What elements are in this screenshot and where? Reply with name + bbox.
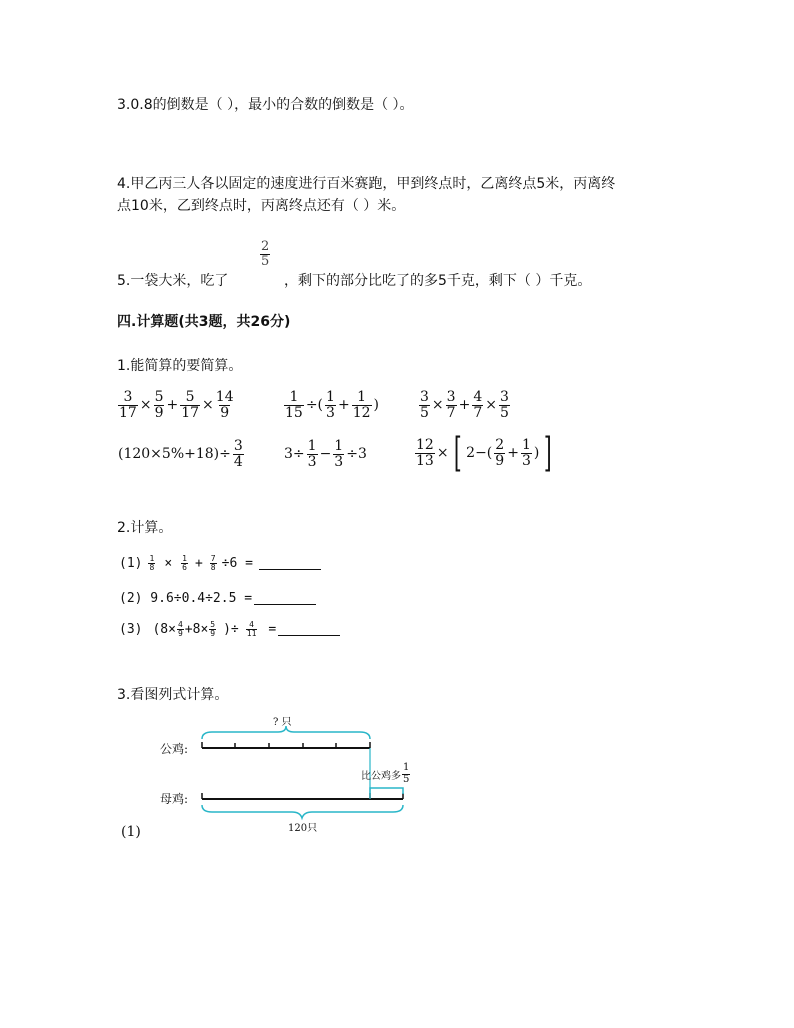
fraction-numerator: 2	[261, 239, 270, 254]
hen-brace	[202, 805, 403, 818]
rooster-label: 公鸡:	[160, 742, 189, 756]
answer-blank[interactable]	[278, 623, 340, 636]
question-5-fraction	[259, 240, 271, 268]
expression-5: 3÷ $\frac{1}{3}$ − $\frac{1}{3}$ ÷3	[284, 438, 367, 470]
expression-3: $\frac{3}{5}$ × $\frac{3}{7}$ + $\frac{4}{7}$ × $\frac{3}{5}$	[420, 389, 509, 421]
section-title: 四.计算题(共3题，共26分)	[117, 314, 291, 330]
calculation-3: (3) (8× $\frac{4}{9}$ +8× $\frac{5}{9}$ )÷ $\frac{4}{11}$ =	[119, 621, 340, 639]
problem-3-item-1: (1)	[121, 824, 141, 840]
question-4-line-1: 4.甲乙丙三人各以固定的速度进行百米赛跑，甲到终点时，乙离终点5米，丙离终	[117, 176, 616, 192]
problem-3-title: 3.看图列式计算。	[117, 687, 229, 703]
calculation-2-text: (2) 9.6÷0.4÷2.5 =	[119, 591, 253, 606]
total-label: 120只	[288, 823, 318, 834]
question-5-end: ，剩下的部分比吃了的多5千克，剩下（ ）千克。	[284, 273, 592, 289]
problem-1-title: 1.能简算的要简算。	[117, 358, 243, 374]
calculation-3-label: (3)	[119, 622, 143, 638]
calculation-2	[119, 591, 316, 606]
unknown-label: ? 只	[273, 717, 292, 728]
expression-4: (120×5%+18)÷ $\frac{3}{4}$	[118, 438, 243, 470]
extra-brace	[370, 788, 403, 794]
calculation-1-label: (1)	[119, 556, 143, 572]
fraction-denominator: 5	[261, 253, 270, 269]
compare-label: 比公鸡多 $\frac{1}{5}$	[361, 762, 410, 785]
answer-blank[interactable]	[259, 557, 321, 570]
answer-blank[interactable]	[254, 592, 316, 605]
expression-1: $\frac{3}{17}$ × $\frac{5}{9}$ + $\frac{5}{17}$ × $\frac{14}{9}$	[119, 389, 234, 421]
question-3: 3.0.8的倒数是（ ），最小的合数的倒数是（ ）。	[117, 97, 414, 113]
expression-6: $\frac{12}{13}$ × [ 2−( $\frac{2}{9}$ + $\frac{1}{3}$ ) ]	[416, 430, 553, 476]
question-4-line-2: 点10米，乙到终点时，丙离终点还有（ ）米。	[117, 198, 406, 214]
calculation-1: (1) $\frac{1}{8}$ × $\frac{1}{6}$ + $\frac{7}{8}$ ÷6 =	[119, 555, 321, 573]
hen-label: 母鸡:	[160, 792, 189, 806]
expression-2: $\frac{1}{15}$ ÷( $\frac{1}{3}$ + $\frac{1}{12}$ )	[285, 389, 379, 421]
question-5-start: 5.一袋大米，吃了	[117, 273, 229, 289]
problem-2-title: 2.计算。	[117, 520, 173, 536]
